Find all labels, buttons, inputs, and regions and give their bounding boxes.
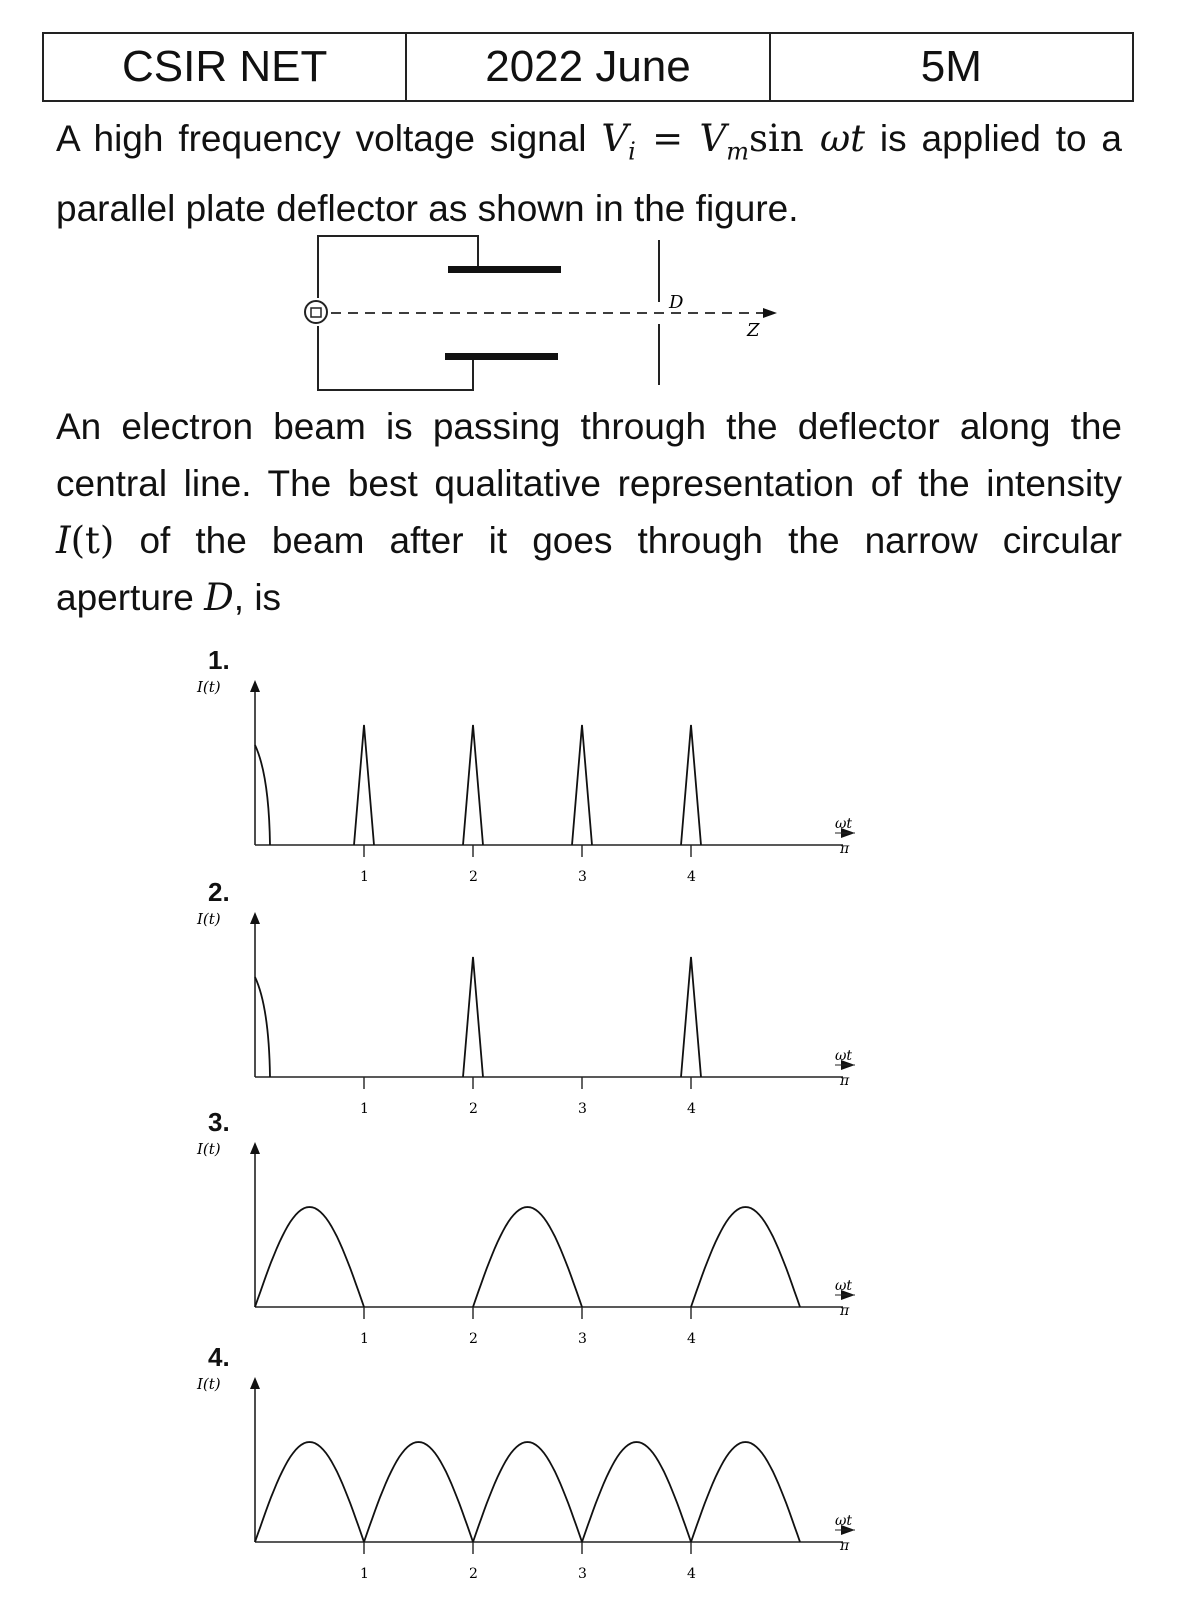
- option-4-graph: [195, 1367, 875, 1597]
- y-axis-arrow: [250, 1377, 260, 1389]
- x-tick-label: 3: [578, 1331, 587, 1347]
- y-axis-label: I(t): [197, 910, 221, 928]
- option-2-graph: [195, 902, 875, 1132]
- intensity-curve: [255, 1207, 800, 1307]
- y-axis-arrow: [250, 680, 260, 692]
- intro-text-pre: A high frequency voltage signal: [56, 118, 602, 159]
- option-3-number: 3.: [208, 1107, 230, 1137]
- option-2-number: 2.: [208, 877, 230, 907]
- y-axis-arrow: [250, 1142, 260, 1154]
- option-1-graph: [195, 670, 875, 900]
- intro-text-post: is applied to a parallel plate deflector as shown in the figure.: [56, 118, 1122, 230]
- signal-amplitude-sub: m: [726, 137, 750, 166]
- deflector-plate-top: [448, 266, 561, 273]
- x-axis-label-top: ωt: [835, 816, 853, 832]
- signal-lhs-sub: i: [628, 137, 636, 166]
- signal-equals: =: [635, 117, 700, 160]
- signal-amplitude: V: [699, 117, 727, 160]
- x-tick-label: 1: [360, 869, 369, 885]
- x-axis-label-bottom: π: [840, 1538, 850, 1554]
- signal-lhs: V: [601, 117, 629, 160]
- signal-function: sin: [749, 117, 821, 160]
- x-tick-label: 2: [469, 1566, 478, 1582]
- x-tick-label: 3: [578, 1566, 587, 1582]
- x-axis-label-top: ωt: [835, 1278, 853, 1294]
- y-axis-label: I(t): [197, 1140, 221, 1158]
- x-tick-label: 4: [687, 1331, 696, 1347]
- x-axis-label-top: ωt: [835, 1513, 853, 1529]
- x-tick-label: 4: [687, 1566, 696, 1582]
- y-axis-label: I(t): [197, 678, 221, 696]
- body-text-2: of the beam after it goes through the narrow circular aperture: [56, 520, 1122, 618]
- x-tick-label: 3: [578, 1101, 587, 1117]
- intensity-argument: (t): [70, 519, 115, 562]
- x-axis-label-bottom: π: [840, 1073, 850, 1089]
- question-intro: [56, 110, 1122, 237]
- x-tick-label: 2: [469, 1101, 478, 1117]
- body-text-3: , is: [233, 577, 282, 618]
- x-axis-label-top: ωt: [835, 1048, 853, 1064]
- x-axis-label-bottom: π: [840, 1303, 850, 1319]
- axis-label-z: Z: [747, 320, 760, 341]
- x-tick-label: 4: [687, 1101, 696, 1117]
- option-3-graph: [195, 1132, 875, 1362]
- x-tick-label: 2: [469, 1331, 478, 1347]
- option-1-number: 1.: [208, 645, 230, 675]
- header-exam: CSIR NET: [44, 34, 407, 100]
- question-body: [56, 398, 1122, 626]
- voltage-source: [305, 301, 327, 323]
- intensity-curve: [255, 1442, 800, 1542]
- deflector-plate-bottom: [445, 353, 558, 360]
- intensity-symbol: I: [56, 519, 71, 562]
- voltage-source-symbol: [311, 308, 321, 317]
- intensity-curve: [255, 725, 701, 845]
- y-axis-arrow: [250, 912, 260, 924]
- x-tick-label: 1: [360, 1566, 369, 1582]
- aperture-symbol: D: [204, 576, 234, 619]
- x-axis-label-bottom: π: [840, 841, 850, 857]
- beam-arrowhead: [763, 308, 777, 318]
- option-4-number: 4.: [208, 1342, 230, 1372]
- body-text-1: An electron beam is passing through the deflector along the central line. The best qualitative representation of the intensity: [56, 406, 1122, 504]
- deflector-figure: [295, 228, 795, 398]
- y-axis-label: I(t): [197, 1375, 221, 1393]
- header-session: 2022 June: [407, 34, 770, 100]
- aperture-label: D: [669, 292, 684, 313]
- header-table: [42, 32, 1134, 102]
- x-tick-label: 4: [687, 869, 696, 885]
- x-tick-label: 1: [360, 1101, 369, 1117]
- x-tick-label: 3: [578, 869, 587, 885]
- intensity-curve: [255, 957, 701, 1077]
- x-tick-label: 2: [469, 869, 478, 885]
- x-tick-label: 1: [360, 1331, 369, 1347]
- header-marks: 5M: [920, 42, 982, 91]
- signal-argument: ωt: [820, 117, 866, 160]
